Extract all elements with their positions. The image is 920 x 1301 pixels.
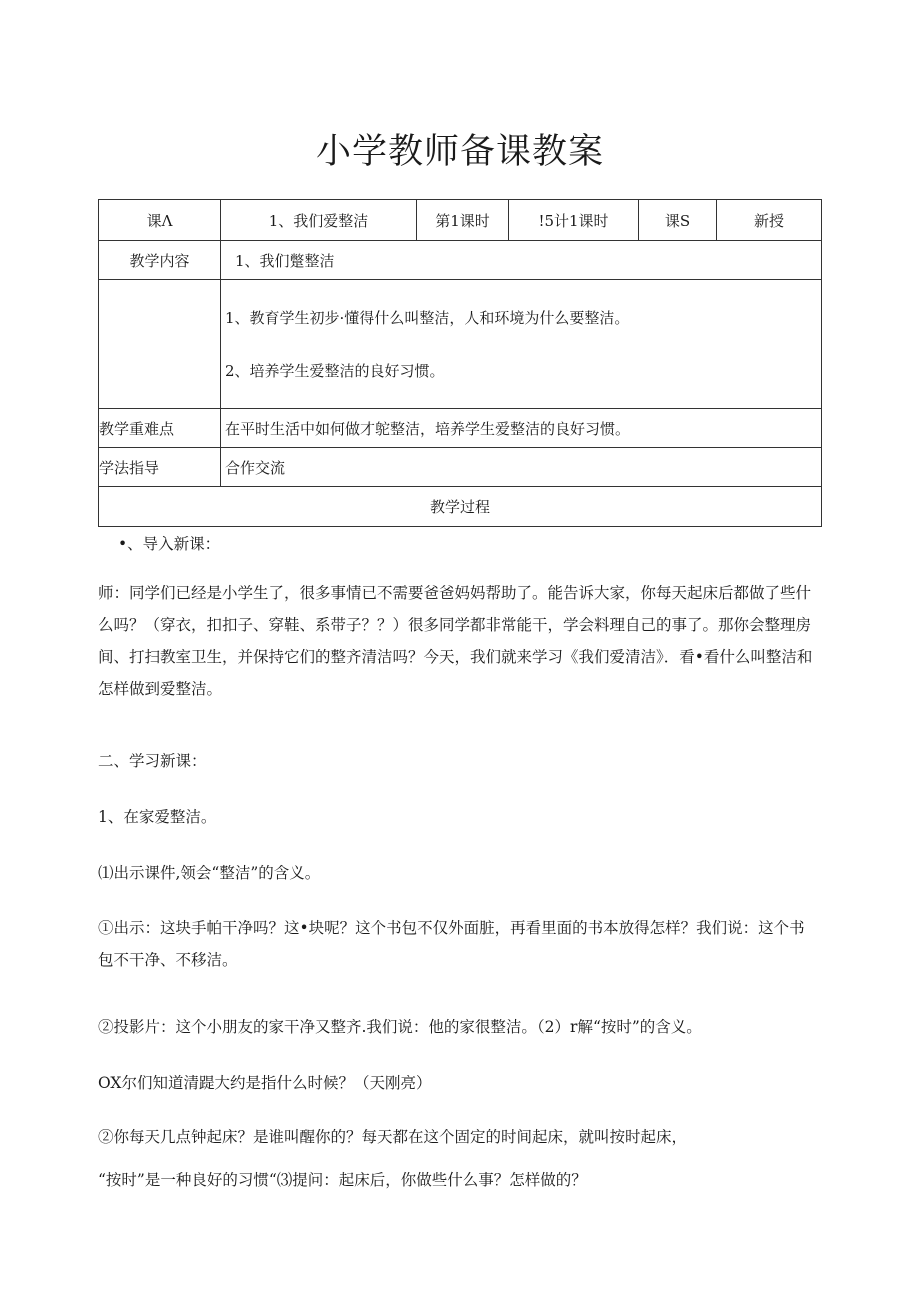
course-label: 课Λ — [99, 200, 221, 241]
key-points-row — [99, 409, 822, 448]
step-item: ②投影片：这个小朋友的家干净又整齐.我们说：他的家很整洁。（2）r解“按时”的含义。 — [98, 1018, 702, 1036]
lesson-type-value: 新授 — [717, 200, 822, 241]
goal-item: 1、教育学生初步·懂得什么叫整洁，人和环境为什么要整洁。 — [225, 309, 630, 327]
step-item: ⑴出示课件,领会“整洁”的含义。 — [98, 864, 321, 882]
method-row — [99, 448, 822, 487]
goal-item: 2、培养学生爱整洁的良好习惯。 — [225, 362, 445, 380]
course-title: 1、我们爱整洁 — [221, 200, 417, 241]
content-label: 教学内容 — [99, 241, 221, 280]
content-row — [99, 241, 822, 280]
goals-row — [99, 280, 822, 409]
section-2-heading: 二、学习新课： — [98, 752, 207, 770]
process-header: 教学过程 — [99, 487, 822, 527]
intro-paragraph: 师：同学们已经是小学生了，很多事情已不需要爸爸妈妈帮助了。能告诉大家，你每天起床后都做了些什么吗？（穿衣，扣扣子、穿鞋、系带子？？）很多同学都非常能干，学会料理自己的事了。那你会整理房间、打扫教室卫生，并保持它们的整齐清洁吗？今天，我们就来学习《我们爱清洁》．看•看什么叫整洁和怎样做到爱整洁。 — [98, 584, 813, 698]
method-value: 合作交流 — [221, 448, 822, 487]
lesson-info-table — [98, 199, 822, 527]
subsection-1-heading: 1、在家爱整洁。 — [98, 808, 217, 826]
intro-heading: •、导入新课： — [118, 535, 221, 553]
goals-label-cell — [99, 280, 221, 409]
step-item: ②你每天几点钟起床？是谁叫醒你的？每天都在这个固定的时间起床，就叫按时起床， — [98, 1128, 688, 1146]
page-title: 小学教师备课教案 — [315, 132, 604, 172]
goals-cell — [221, 280, 822, 409]
step-item: OX尔们知道清踶大约是指什么时候？（天刚亮） — [98, 1074, 432, 1092]
course-row — [99, 200, 822, 241]
lesson-type-label: 课S — [639, 200, 717, 241]
key-points-value: 在平时生活中如何做才鸵整洁，培养学生爱整洁的良好习惯。 — [221, 409, 822, 448]
method-label: 学法指导 — [99, 448, 221, 487]
key-points-label: 教学重难点 — [99, 409, 221, 448]
lesson-number: 第1课时 — [417, 200, 509, 241]
process-header-row — [99, 487, 822, 527]
total-lessons: !5计1课时 — [509, 200, 639, 241]
content-value: 1、我们蹩整洁 — [221, 241, 822, 280]
step-item: ①出示：这块手帕干净吗？这•块呢？这个书包不仅外面脏，再看里面的书本放得怎样？我们说：这个书包不干净、不移洁。 — [98, 919, 805, 969]
step-item: “按时”是一种良好的习惯“⑶提问：起床后，你做些什么事？怎样做的？ — [98, 1171, 587, 1189]
